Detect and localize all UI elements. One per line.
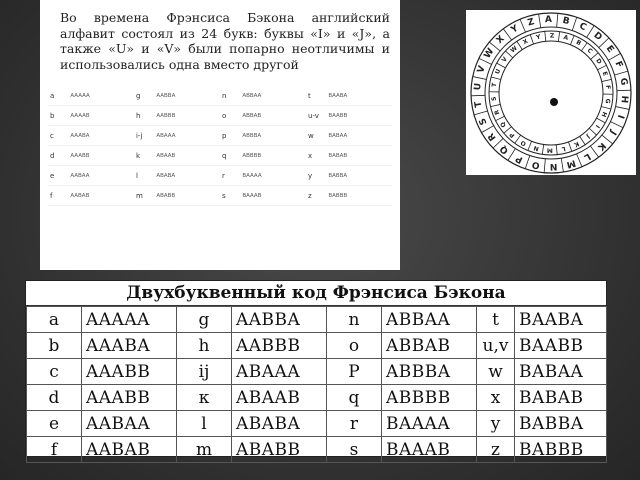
bacon-code-cell: ABABA xyxy=(232,411,327,437)
scan-letter-cell: b xyxy=(48,106,68,126)
scan-letter-cell: n xyxy=(220,86,240,106)
disk-outer-letter: T xyxy=(473,100,485,109)
bacon-letter-cell: b xyxy=(27,333,82,359)
scan-code-cell: BAABA xyxy=(326,86,392,106)
disk-inner-divider xyxy=(602,79,612,81)
disk-outer-divider xyxy=(557,13,558,27)
scan-code-cell: AAABB xyxy=(68,146,134,166)
disk-outer-divider xyxy=(482,126,494,133)
bacon-code-cell: BABBB xyxy=(515,437,607,463)
disk-inner-letter: N xyxy=(532,144,540,153)
scan-code-cell: BAABB xyxy=(326,106,392,126)
bacon-code-cell: ABBAB xyxy=(382,333,477,359)
disk-outer-letter: A xyxy=(544,14,553,26)
disk-inner-divider xyxy=(589,128,596,135)
disk-outer-letter: W xyxy=(482,46,497,61)
disk-outer-letter: O xyxy=(531,158,541,171)
bacon-table-row xyxy=(27,385,607,411)
scan-letter-cell: l xyxy=(134,166,154,186)
disk-outer-letter: E xyxy=(603,44,616,55)
bacon-table-row xyxy=(27,307,607,333)
scan-code-cell: AABBB xyxy=(154,106,220,126)
bacon-code-cell: AABBA xyxy=(232,307,327,333)
disk-inner-divider xyxy=(491,77,501,80)
bacon-code-cell: AABAB xyxy=(82,437,177,463)
scan-code-cell: AAAAB xyxy=(68,106,134,126)
disk-inner-divider xyxy=(496,116,505,120)
scan-table-row xyxy=(48,186,392,206)
disk-outer-divider xyxy=(572,17,577,30)
scan-code-cell: ABAAA xyxy=(154,126,220,146)
disk-inner-letter: L xyxy=(560,144,567,153)
cipher-disk xyxy=(466,10,636,175)
disk-inner-divider xyxy=(517,41,523,49)
bacon-code-cell: AABAA xyxy=(82,411,177,437)
scan-letter-cell: h xyxy=(134,106,154,126)
disk-outer-divider xyxy=(544,159,545,173)
disk-inner-letter: Y xyxy=(535,33,542,42)
scan-code-cell: AABAA xyxy=(68,166,134,186)
disk-outer-divider xyxy=(539,14,541,28)
scan-table-row xyxy=(48,146,392,166)
bacon-letter-cell: s xyxy=(327,437,382,463)
scan-code-cell: BABAB xyxy=(326,146,392,166)
disk-inner-divider xyxy=(597,118,606,123)
disk-inner-divider xyxy=(568,142,571,151)
scan-letter-cell: m xyxy=(134,186,154,206)
disk-outer-letter: R xyxy=(486,130,499,143)
scan-letter-cell: i-j xyxy=(134,126,154,146)
scanned-page xyxy=(40,0,400,270)
scan-letter-cell: t xyxy=(306,86,326,106)
bacon-letter-cell: e xyxy=(27,411,82,437)
bacon-table-title: Двухбуквенный код Фрэнсиса Бэкона xyxy=(26,281,606,306)
disk-outer-divider xyxy=(520,19,525,32)
scan-table-row xyxy=(48,166,392,186)
disk-inner-divider xyxy=(570,35,574,44)
disk-outer-letter: B xyxy=(561,15,571,28)
bacon-letter-cell: m xyxy=(177,437,232,463)
disk-outer-letter: K xyxy=(595,139,608,152)
scan-code-cell: BABBB xyxy=(326,186,392,206)
disk-inner-divider xyxy=(491,104,501,106)
bacon-table-row xyxy=(27,359,607,385)
disk-inner-letter: U xyxy=(493,68,503,76)
disk-outer-letter: L xyxy=(582,150,593,163)
bacon-code-cell: BAAAB xyxy=(382,437,477,463)
disk-inner-letter: J xyxy=(584,133,592,140)
bacon-code-cell: AABBB xyxy=(232,333,327,359)
disk-center-pin xyxy=(550,98,558,106)
bacon-code-cell: BABAB xyxy=(515,385,607,411)
disk-inner-divider xyxy=(556,145,557,155)
disk-inner-letter: F xyxy=(604,84,612,90)
scan-letter-cell: o xyxy=(220,106,240,126)
disk-inner-letter: M xyxy=(546,146,553,154)
bacon-letter-cell: u,v xyxy=(477,333,515,359)
bacon-letter-cell: ij xyxy=(177,359,232,385)
disk-outer-divider xyxy=(616,107,630,110)
scan-code-cell: AABBA xyxy=(154,86,220,106)
scan-code-cell: ABBAB xyxy=(240,106,306,126)
scan-code-cell: ABBBA xyxy=(240,126,306,146)
bacon-letter-cell: к xyxy=(177,385,232,411)
bacon-code-cell: BABBA xyxy=(515,411,607,437)
disk-inner-letter: R xyxy=(493,108,502,116)
scan-letter-cell: e xyxy=(48,166,68,186)
disk-outer-letter: V xyxy=(476,64,488,75)
bacon-code-cell: BABAA xyxy=(515,359,607,385)
bacon-letter-cell: y xyxy=(477,411,515,437)
bacon-letter-cell: n xyxy=(327,307,382,333)
disk-outer-divider xyxy=(474,111,487,115)
bacon-code-cell: ABBAA xyxy=(382,307,477,333)
scan-letter-cell: u-v xyxy=(306,106,326,126)
scan-code-cell: ABBAA xyxy=(240,86,306,106)
scan-letter-cell: r xyxy=(220,166,240,186)
scan-code-cell: BAAAA xyxy=(240,166,306,186)
disk-inner-ring-inner xyxy=(499,38,603,145)
scan-code-cell: ABBBB xyxy=(240,146,306,166)
disk-outer-letter: D xyxy=(591,30,604,43)
scan-code-cell: AAAAA xyxy=(68,86,134,106)
disk-outer-divider xyxy=(473,77,487,80)
disk-outer-divider xyxy=(561,158,563,172)
bacon-code-panel xyxy=(25,280,607,460)
bacon-code-cell: BAAAA xyxy=(382,411,477,437)
disk-inner-letter: O xyxy=(519,138,528,148)
disk-outer-letter: X xyxy=(494,34,507,47)
bacon-table-row xyxy=(27,411,607,437)
bacon-letter-cell: z xyxy=(477,437,515,463)
disk-outer-letter: G xyxy=(617,77,629,87)
disk-outer-letter: J xyxy=(607,128,618,137)
scan-letter-cell: s xyxy=(220,186,240,206)
disk-inner-letter: I xyxy=(593,123,601,130)
bacon-code-cell: ABAAB xyxy=(232,385,327,411)
disk-outer-divider xyxy=(525,155,530,168)
disk-inner-letter: X xyxy=(521,37,530,47)
disk-outer-letter: Y xyxy=(509,23,521,36)
bacon-letter-cell: l xyxy=(177,411,232,437)
disk-inner-divider xyxy=(545,31,546,41)
bacon-code-cell: AAABA xyxy=(82,333,177,359)
disk-outer-letter: I xyxy=(614,113,626,120)
disk-outer-letter: N xyxy=(549,160,558,172)
disk-inner-letter: S xyxy=(490,96,498,102)
bacon-code-table xyxy=(26,306,607,463)
bacon-letter-cell: a xyxy=(27,307,82,333)
disk-inner-ring-outer xyxy=(489,31,613,155)
scan-letter-cell: d xyxy=(48,146,68,166)
bacon-code-cell: ABAAA xyxy=(232,359,327,385)
disk-inner-letter: G xyxy=(603,98,612,104)
disk-inner-letter: V xyxy=(500,55,509,64)
bacon-code-cell: BAABA xyxy=(515,307,607,333)
scan-code-cell: BABBA xyxy=(326,166,392,186)
disk-inner-divider xyxy=(497,63,506,68)
disk-inner-letter: E xyxy=(600,70,609,77)
disk-inner-divider xyxy=(515,135,521,143)
disk-middle-ring xyxy=(482,27,617,159)
scan-code-cell: ABABB xyxy=(154,186,220,206)
cipher-disk-image xyxy=(466,10,636,175)
disk-outer-letter: Q xyxy=(498,143,511,156)
bacon-letter-cell: c xyxy=(27,359,82,385)
bacon-letter-cell: f xyxy=(27,437,82,463)
bacon-letter-cell: x xyxy=(477,385,515,411)
bacon-letter-cell: q xyxy=(327,385,382,411)
disk-outer-letter: P xyxy=(514,152,525,165)
disk-inner-letter: C xyxy=(585,47,594,56)
disk-outer-letter: F xyxy=(612,59,625,70)
disk-inner-divider xyxy=(528,141,532,150)
scan-table-row xyxy=(48,106,392,126)
disk-outer-letter: U xyxy=(472,82,484,91)
scan-code-cell: AAABA xyxy=(68,126,134,146)
bacon-code-cell: AAABB xyxy=(82,359,177,385)
scan-letter-cell: w xyxy=(306,126,326,146)
disk-outer-letter: S xyxy=(477,116,490,127)
bacon-code-cell: AAAAA xyxy=(82,307,177,333)
disk-inner-letter: P xyxy=(508,130,517,139)
scan-letter-cell: a xyxy=(48,86,68,106)
scan-letter-cell: x xyxy=(306,146,326,166)
bacon-letter-cell: P xyxy=(327,359,382,385)
disk-inner-divider xyxy=(580,136,586,144)
scan-letter-cell: f xyxy=(48,186,68,206)
bacon-letter-cell: t xyxy=(477,307,515,333)
disk-inner-divider xyxy=(598,65,607,69)
scan-code-cell: ABAAB xyxy=(154,146,220,166)
disk-outer-letter: Z xyxy=(526,17,536,29)
bacon-code-cell: BAABB xyxy=(515,333,607,359)
disk-inner-divider xyxy=(542,144,543,154)
disk-inner-letter: W xyxy=(509,44,519,55)
disk-outer-divider xyxy=(614,71,627,75)
bacon-letter-cell: d xyxy=(27,385,82,411)
disk-inner-divider xyxy=(581,43,587,51)
scan-code-table xyxy=(48,86,392,206)
bacon-code-cell: ABBBB xyxy=(382,385,477,411)
disk-inner-letter: D xyxy=(594,57,603,66)
scan-table-row xyxy=(48,126,392,146)
disk-inner-divider xyxy=(530,35,533,44)
disk-inner-letter: B xyxy=(574,38,583,48)
scan-code-cell: ABABA xyxy=(154,166,220,186)
scan-letter-cell: g xyxy=(134,86,154,106)
scan-letter-cell: c xyxy=(48,126,68,146)
disk-inner-divider xyxy=(591,53,599,59)
bacon-letter-cell: o xyxy=(327,333,382,359)
scan-letter-cell: q xyxy=(220,146,240,166)
scan-paragraph: Во времена Фрэнсиса Бэкона английский алфавит состоял из 24 букв: буквы «I» и «J», а также «U» и «V» были попарно неотличимы и использовались одна вместо другой xyxy=(60,10,390,72)
bacon-letter-cell: w xyxy=(477,359,515,385)
bacon-letter-cell: r xyxy=(327,411,382,437)
disk-inner-letter: K xyxy=(572,139,581,149)
bacon-code-cell: ABBBA xyxy=(382,359,477,385)
disk-outer-divider xyxy=(610,122,623,128)
disk-outer-divider xyxy=(503,29,511,40)
disk-outer-letter: C xyxy=(577,21,588,34)
disk-outer-letter: M xyxy=(565,157,577,170)
disk-outer-divider xyxy=(608,53,620,60)
disk-outer-letter: H xyxy=(618,95,630,104)
disk-inner-divider xyxy=(558,32,559,42)
scan-code-cell: BABAA xyxy=(326,126,392,146)
disk-inner-letter: Z xyxy=(549,32,555,40)
disk-inner-letter: Q xyxy=(499,120,508,129)
disk-inner-divider xyxy=(601,106,611,109)
bacon-table-row xyxy=(27,437,607,463)
disk-outer-divider xyxy=(590,146,598,157)
scan-letter-cell: p xyxy=(220,126,240,146)
bacon-code-cell: AAABB xyxy=(82,385,177,411)
scan-letter-cell: z xyxy=(306,186,326,206)
scan-code-cell: AABAB xyxy=(68,186,134,206)
bacon-letter-cell: h xyxy=(177,333,232,359)
scan-table-row xyxy=(48,86,392,106)
bacon-code-cell: ABABB xyxy=(232,437,327,463)
disk-outer-divider xyxy=(577,154,582,167)
disk-inner-letter: H xyxy=(599,110,609,118)
scan-letter-cell: k xyxy=(134,146,154,166)
scan-letter-cell: y xyxy=(306,166,326,186)
scan-code-cell: BAAAB xyxy=(240,186,306,206)
bacon-letter-cell: g xyxy=(177,307,232,333)
disk-inner-letter: A xyxy=(562,33,569,42)
bacon-table-row xyxy=(27,333,607,359)
disk-inner-letter: T xyxy=(490,82,499,88)
